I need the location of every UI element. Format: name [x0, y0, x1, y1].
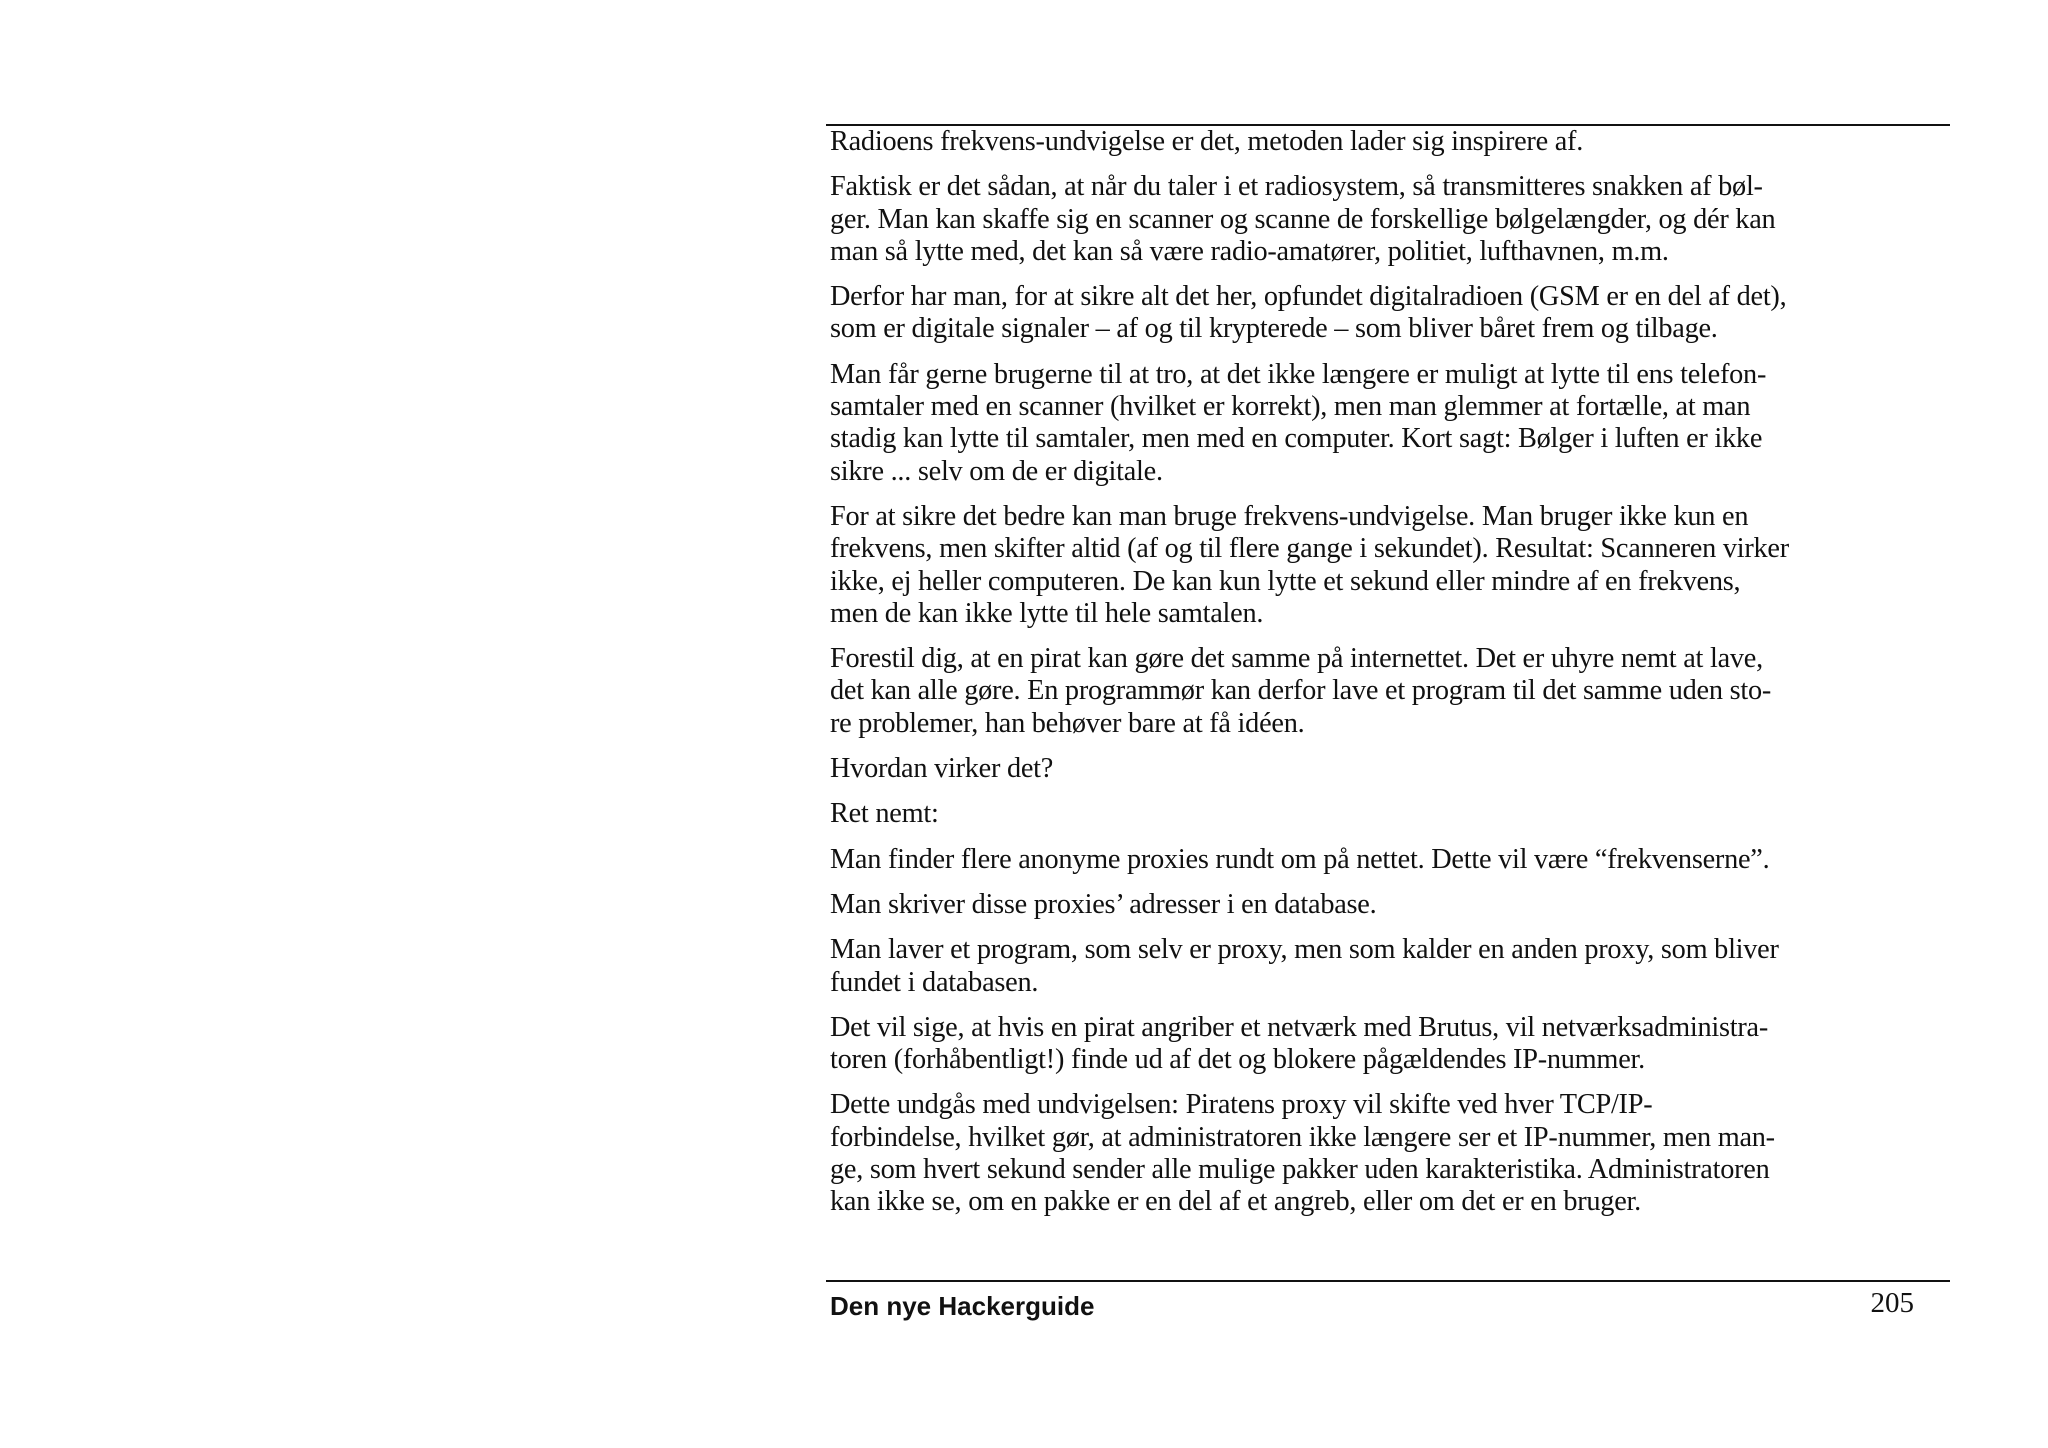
paragraph: Man får gerne brugerne til at tro, at det ikke længere er muligt at lytte til ens telefon- samtaler med en scanner (hvilket er korrekt), men man glemmer at fortælle, at man stadig kan lytte til samtaler, men med en computer. Kort sagt: Bølger i luften er ikke sikre ... selv om de er digitale.: [830, 358, 1767, 487]
body-text: [826, 124, 1950, 1232]
paragraph: Det vil sige, at hvis en pirat angriber et netværk med Brutus, vil netværksadministra- toren (forhåbentligt!) finde ud af det og blokere pågældendes IP-nummer.: [830, 1011, 1769, 1076]
paragraph: Man finder flere anonyme proxies rundt om på nettet. Dette vil være “frekvenserne”.: [830, 843, 1770, 875]
paragraph: For at sikre det bedre kan man bruge frekvens-undvigelse. Man bruger ikke kun en frekvens, men skifter altid (af og til flere gange i sekundet). Resultat: Scanneren virker ikke, ej heller computeren. De kan kun lytte et sekund eller mindre af en frekvens, men de kan ikke lytte til hele samtalen.: [830, 500, 1789, 629]
paragraph: Derfor har man, for at sikre alt det her, opfundet digitalradioen (GSM er en del af det), som er digitale signaler – af og til krypterede – som bliver båret frem og tilbage.: [830, 281, 1787, 345]
paragraph: Man laver et program, som selv er proxy, men som kalder en anden proxy, som bliver fundet i databasen.: [830, 934, 1779, 998]
paragraph: Radioens frekvens-undvigelse er det, metoden lader sig inspirere af.: [830, 126, 1584, 157]
page-number: 205: [1870, 1287, 1914, 1319]
paragraph: Man skriver disse proxies’ adresser i en database.: [830, 888, 1377, 920]
paragraph: Forestil dig, at en pirat kan gøre det samme på internettet. Det er uhyre nemt at lave, det kan alle gøre. En programmør kan derfor lave et program til det samme uden sto- re problemer, han behøver bare at få idéen.: [830, 643, 1772, 739]
paragraph: Hvordan virker det?: [830, 753, 1054, 785]
paragraph: Faktisk er det sådan, at når du taler i et radiosystem, så transmitteres snakken af bøl- ger. Man kan skaffe sig en scanner og scanne de forskellige bølgelængder, og dér kan man så lytte med, det kan så være radio-amatører, politiet, lufthavnen, m.m.: [830, 171, 1776, 267]
paragraph: Dette undgås med undvigelsen: Piratens proxy vil skifte ved hver TCP/IP- forbindelse, hvilket gør, at administratoren ikke længere ser et IP-nummer, men man- ge, som hvert sekund sender alle mulige pakker uden karakteristika. Administratoren kan ikke se, om en pakke er en del af et angreb, eller om det er en bruger.: [830, 1089, 1775, 1218]
page-footer: [826, 1280, 1950, 1328]
book-title: Den nye Hackerguide: [830, 1291, 1095, 1321]
paragraph: Ret nemt:: [830, 798, 939, 830]
